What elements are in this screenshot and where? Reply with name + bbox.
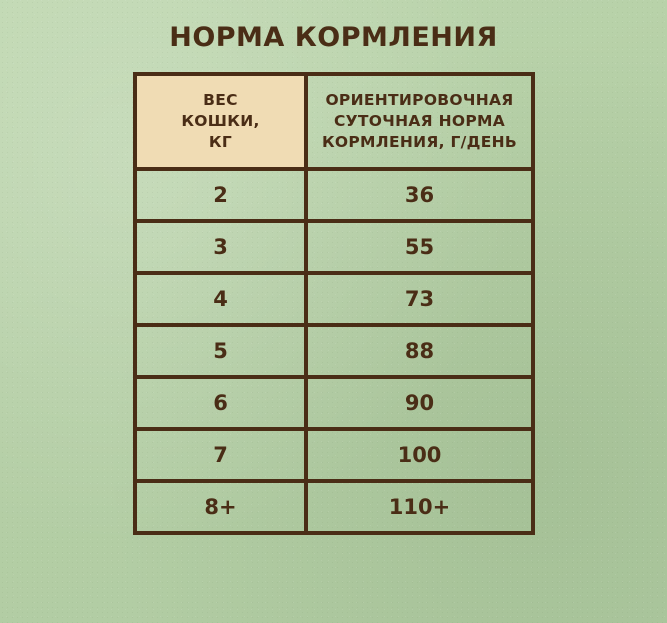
cell-norm: 55 bbox=[306, 221, 533, 273]
cell-norm: 100 bbox=[306, 429, 533, 481]
feeding-norm-table bbox=[133, 72, 535, 535]
cell-norm: 110+ bbox=[306, 481, 533, 533]
table-row bbox=[135, 429, 533, 481]
cell-weight: 2 bbox=[135, 169, 306, 221]
cell-weight: 8+ bbox=[135, 481, 306, 533]
cell-weight: 3 bbox=[135, 221, 306, 273]
header-norm-line-3: КОРМЛЕНИЯ, Г/ДЕНЬ bbox=[321, 132, 518, 151]
table-row bbox=[135, 273, 533, 325]
cell-norm: 73 bbox=[306, 273, 533, 325]
table-header-row bbox=[135, 74, 533, 169]
header-norm-line-2: СУТОЧНАЯ НОРМА bbox=[333, 111, 506, 130]
page-title: НОРМА КОРМЛЕНИЯ bbox=[169, 22, 498, 53]
table-row bbox=[135, 221, 533, 273]
cell-weight: 7 bbox=[135, 429, 306, 481]
cell-weight: 6 bbox=[135, 377, 306, 429]
header-weight-line-3: КГ bbox=[208, 132, 233, 151]
table-row bbox=[135, 325, 533, 377]
cell-weight: 4 bbox=[135, 273, 306, 325]
table-row bbox=[135, 481, 533, 533]
header-weight-line-1: ВЕС bbox=[203, 91, 238, 109]
cell-norm: 90 bbox=[306, 377, 533, 429]
header-weight-line-2: КОШКИ, bbox=[181, 111, 260, 130]
header-norm-line-1: ОРИЕНТИРОВОЧНАЯ bbox=[325, 91, 514, 109]
cell-weight: 5 bbox=[135, 325, 306, 377]
table-row bbox=[135, 169, 533, 221]
cell-norm: 36 bbox=[306, 169, 533, 221]
feeding-table-container bbox=[133, 72, 535, 535]
cell-norm: 88 bbox=[306, 325, 533, 377]
table-row bbox=[135, 377, 533, 429]
header-cell-norm bbox=[306, 74, 533, 169]
header-cell-weight bbox=[135, 74, 306, 169]
